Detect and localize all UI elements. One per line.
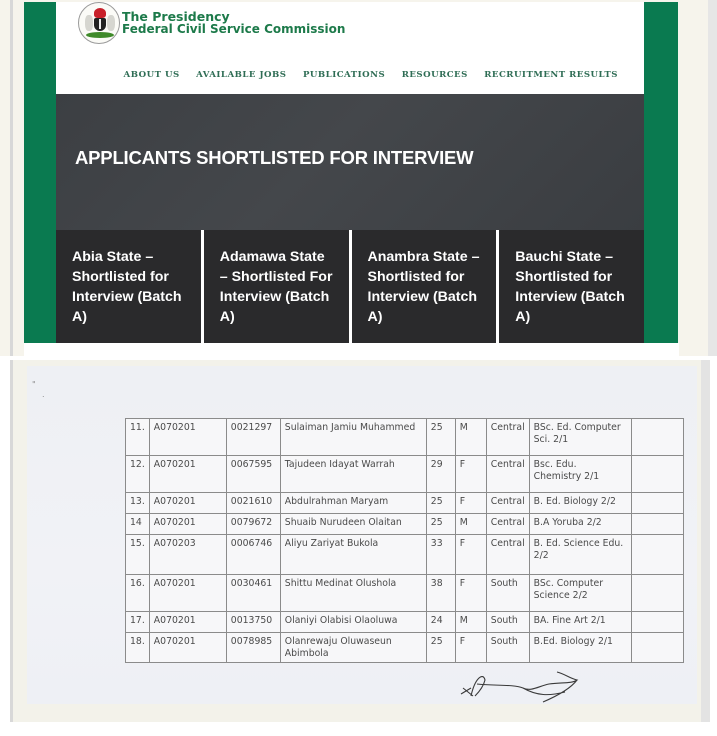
cell-qualification: B. Ed. Science Edu. 2/2 xyxy=(529,535,631,575)
cell-id: 0079672 xyxy=(226,514,280,535)
brand-line-1: The Presidency xyxy=(122,9,230,24)
cell-sex: F xyxy=(455,633,486,663)
cell-blank xyxy=(631,575,683,612)
cell-sex: F xyxy=(455,575,486,612)
cell-sn: 15. xyxy=(126,535,150,575)
website-screenshot xyxy=(0,0,717,356)
cell-zone: Central xyxy=(486,535,529,575)
cell-id: 0021297 xyxy=(226,419,280,456)
cell-sex: F xyxy=(455,535,486,575)
paper-speck: . xyxy=(42,390,45,399)
cell-age: 38 xyxy=(426,575,455,612)
frame-edge xyxy=(708,0,717,356)
card-title: Anambra State – Shortlisted for Interview (Batch A) xyxy=(367,248,480,325)
cell-qualification: B. Ed. Biology 2/2 xyxy=(529,493,631,514)
cell-sn: 17. xyxy=(126,612,150,633)
cell-id: 0030461 xyxy=(226,575,280,612)
cell-qualification: BA. Fine Art 2/1 xyxy=(529,612,631,633)
page-title: APPLICANTS SHORTLISTED FOR INTERVIEW xyxy=(75,147,474,168)
main-nav xyxy=(56,64,644,82)
cell-zone: Central xyxy=(486,456,529,493)
cell-age: 33 xyxy=(426,535,455,575)
nav-publications[interactable]: PUBLICATIONS xyxy=(302,70,386,80)
cell-blank xyxy=(631,493,683,514)
cell-zone: Central xyxy=(486,419,529,456)
cell-code: A070203 xyxy=(149,535,226,575)
site-page xyxy=(24,2,678,343)
shortlist-table xyxy=(125,418,684,663)
cell-id: 0006746 xyxy=(226,535,280,575)
cell-name: Abdulrahman Maryam xyxy=(280,493,426,514)
cell-age: 25 xyxy=(426,633,455,663)
cell-blank xyxy=(631,514,683,535)
document-photo xyxy=(0,356,717,736)
cell-qualification: B.Ed. Biology 2/1 xyxy=(529,633,631,663)
brand-line-2: Federal Civil Service Commission xyxy=(122,22,346,36)
site-header xyxy=(56,2,644,94)
table-row xyxy=(126,514,684,535)
cell-code: A070201 xyxy=(149,633,226,663)
cell-age: 25 xyxy=(426,514,455,535)
card-bauchi[interactable] xyxy=(496,230,644,343)
cell-age: 29 xyxy=(426,456,455,493)
cell-sn: 13. xyxy=(126,493,150,514)
cell-code: A070201 xyxy=(149,456,226,493)
cell-name: Aliyu Zariyat Bukola xyxy=(280,535,426,575)
table-row xyxy=(126,419,684,456)
cell-code: A070201 xyxy=(149,493,226,514)
card-title: Bauchi State – Shortlisted for Interview (Batch A) xyxy=(515,248,625,325)
table-row xyxy=(126,633,684,663)
site-brand[interactable] xyxy=(122,10,345,36)
cell-sex: M xyxy=(455,612,486,633)
frame-edge xyxy=(10,0,13,356)
cell-sn: 11. xyxy=(126,419,150,456)
cell-id: 0013750 xyxy=(226,612,280,633)
cell-name: Tajudeen Idayat Warrah xyxy=(280,456,426,493)
cell-name: Olaniyi Olabisi Olaoluwa xyxy=(280,612,426,633)
cell-blank xyxy=(631,612,683,633)
cell-age: 25 xyxy=(426,493,455,514)
table-row xyxy=(126,535,684,575)
card-anambra[interactable] xyxy=(349,230,497,343)
cell-age: 24 xyxy=(426,612,455,633)
table-row xyxy=(126,575,684,612)
cell-id: 0078985 xyxy=(226,633,280,663)
document-frame xyxy=(10,360,710,722)
cell-sex: M xyxy=(455,419,486,456)
cell-code: A070201 xyxy=(149,575,226,612)
nav-resources[interactable]: RESOURCES xyxy=(401,70,468,80)
cell-name: Shittu Medinat Olushola xyxy=(280,575,426,612)
cell-id: 0067595 xyxy=(226,456,280,493)
cell-zone: South xyxy=(486,575,529,612)
cell-sn: 12. xyxy=(126,456,150,493)
cell-qualification: Bsc. Edu. Chemistry 2/1 xyxy=(529,456,631,493)
cell-zone: South xyxy=(486,633,529,663)
paper-speck: " xyxy=(32,380,36,389)
cell-name: Shuaib Nurudeen Olaitan xyxy=(280,514,426,535)
cell-qualification: BSc. Ed. Computer Sci. 2/1 xyxy=(529,419,631,456)
cell-sex: M xyxy=(455,514,486,535)
card-title: Adamawa State – Shortlisted For Interview (Batch A) xyxy=(219,248,333,325)
cell-code: A070201 xyxy=(149,419,226,456)
cell-blank xyxy=(631,419,683,456)
document-paper xyxy=(27,366,697,704)
cell-zone: South xyxy=(486,612,529,633)
coat-of-arms-icon[interactable] xyxy=(78,2,120,44)
page-whitespace xyxy=(24,343,679,356)
hero-banner xyxy=(56,94,644,230)
table-row xyxy=(126,612,684,633)
cell-qualification: B.A Yoruba 2/2 xyxy=(529,514,631,535)
cell-code: A070201 xyxy=(149,612,226,633)
table-row xyxy=(126,456,684,493)
cell-qualification: BSc. Computer Science 2/2 xyxy=(529,575,631,612)
card-abia[interactable] xyxy=(56,230,201,343)
nav-available-jobs[interactable]: AVAILABLE JOBS xyxy=(196,70,287,80)
cell-blank xyxy=(631,535,683,575)
signature-icon xyxy=(453,666,593,706)
nav-about-us[interactable]: ABOUT US xyxy=(123,70,180,80)
cell-zone: Central xyxy=(486,493,529,514)
cell-blank xyxy=(631,633,683,663)
cell-sn: 18. xyxy=(126,633,150,663)
cell-age: 25 xyxy=(426,419,455,456)
card-adamawa[interactable] xyxy=(201,230,349,343)
cell-blank xyxy=(631,456,683,493)
cell-id: 0021610 xyxy=(226,493,280,514)
cell-sn: 14 xyxy=(126,514,150,535)
card-title: Abia State – Shortlisted for Interview (Batch A) xyxy=(72,248,182,325)
cell-zone: Central xyxy=(486,514,529,535)
table-row xyxy=(126,493,684,514)
cell-sex: F xyxy=(455,493,486,514)
cell-name: Sulaiman Jamiu Muhammed xyxy=(280,419,426,456)
state-cards xyxy=(56,230,644,343)
cell-sn: 16. xyxy=(126,575,150,612)
cell-sex: F xyxy=(455,456,486,493)
nav-recruitment-results[interactable]: RECRUITMENT RESULTS xyxy=(484,70,618,80)
cell-code: A070201 xyxy=(149,514,226,535)
cell-name: Olanrewaju Oluwaseun Abimbola xyxy=(280,633,426,663)
